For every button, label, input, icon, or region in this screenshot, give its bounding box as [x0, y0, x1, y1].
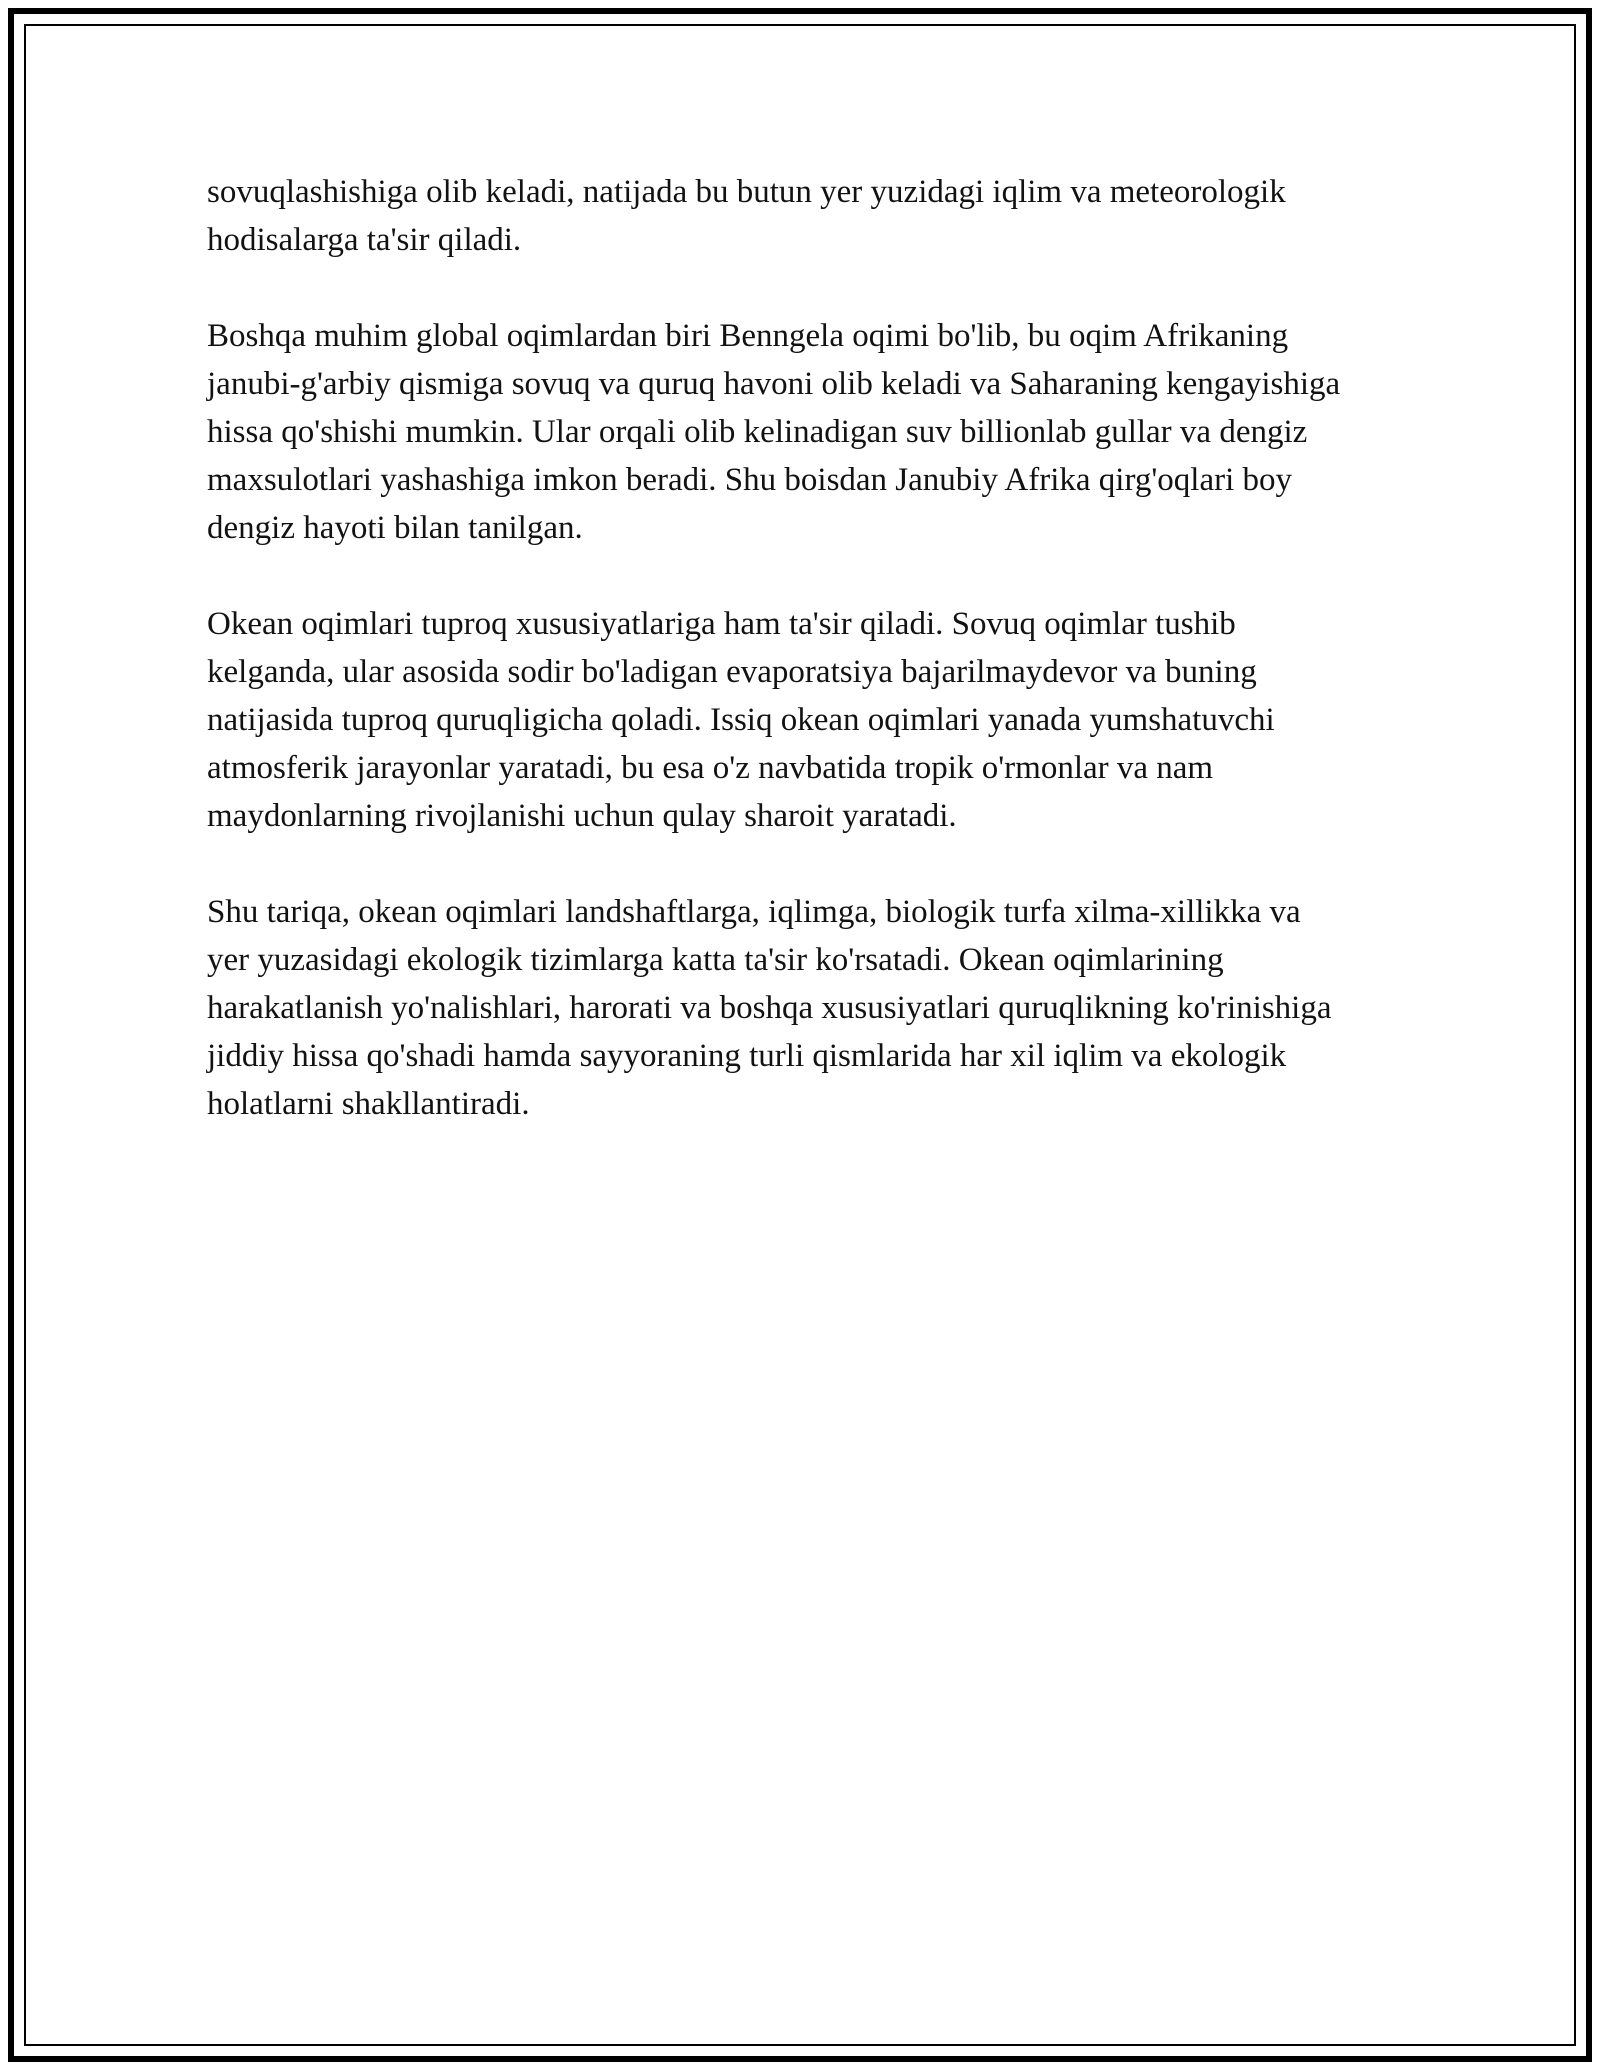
document-content	[207, 168, 1347, 1128]
document-paragraph: Okean oqimlari tuproq xususiyatlariga ham ta'sir qiladi. Sovuq oqimlar tushib kelganda, ular asosida sodir bo'ladigan evaporatsiya bajarilmaydevor va buning natijasida tuproq quruqligicha qoladi. Issiq okean oqimlari yanada yumshatuvchi atmosferik jarayonlar yaratadi, bu esa o'z navbatida tropik o'rmonlar va nam maydonlarning rivojlanishi uchun qulay sharoit yaratadi.	[207, 606, 1275, 834]
document-paragraph: sovuqlashishiga olib keladi, natijada bu butun yer yuzidagi iqlim va meteorologik hodisalarga ta'sir qiladi.	[207, 174, 1286, 258]
document-paragraph: Shu tariqa, okean oqimlari landshaftlarga, iqlimga, biologik turfa xilma-xillikka va yer yuzasidagi ekologik tizimlarga katta ta'sir ko'rsatadi. Okean oqimlarining harakatlanish yo'nalishlari, harorati va boshqa xususiyatlari quruqlikning ko'rinishiga jiddiy hissa qo'shadi hamda sayyoraning turli qismlarida har xil iqlim va ekologik holatlarni shakllantiradi.	[207, 894, 1332, 1122]
document-paragraph: Boshqa muhim global oqimlardan biri Benngela oqimi bo'lib, bu oqim Afrikaning janubi-g'arbiy qismiga sovuq va quruq havoni olib keladi va Saharaning kengayishiga hissa qo'shishi mumkin. Ular orqali olib kelinadigan suv billionlab gullar va dengiz maxsulotlari yashashiga imkon beradi. Shu boisdan Janubiy Afrika qirg'oqlari boy dengiz hayoti bilan tanilgan.	[207, 318, 1341, 546]
